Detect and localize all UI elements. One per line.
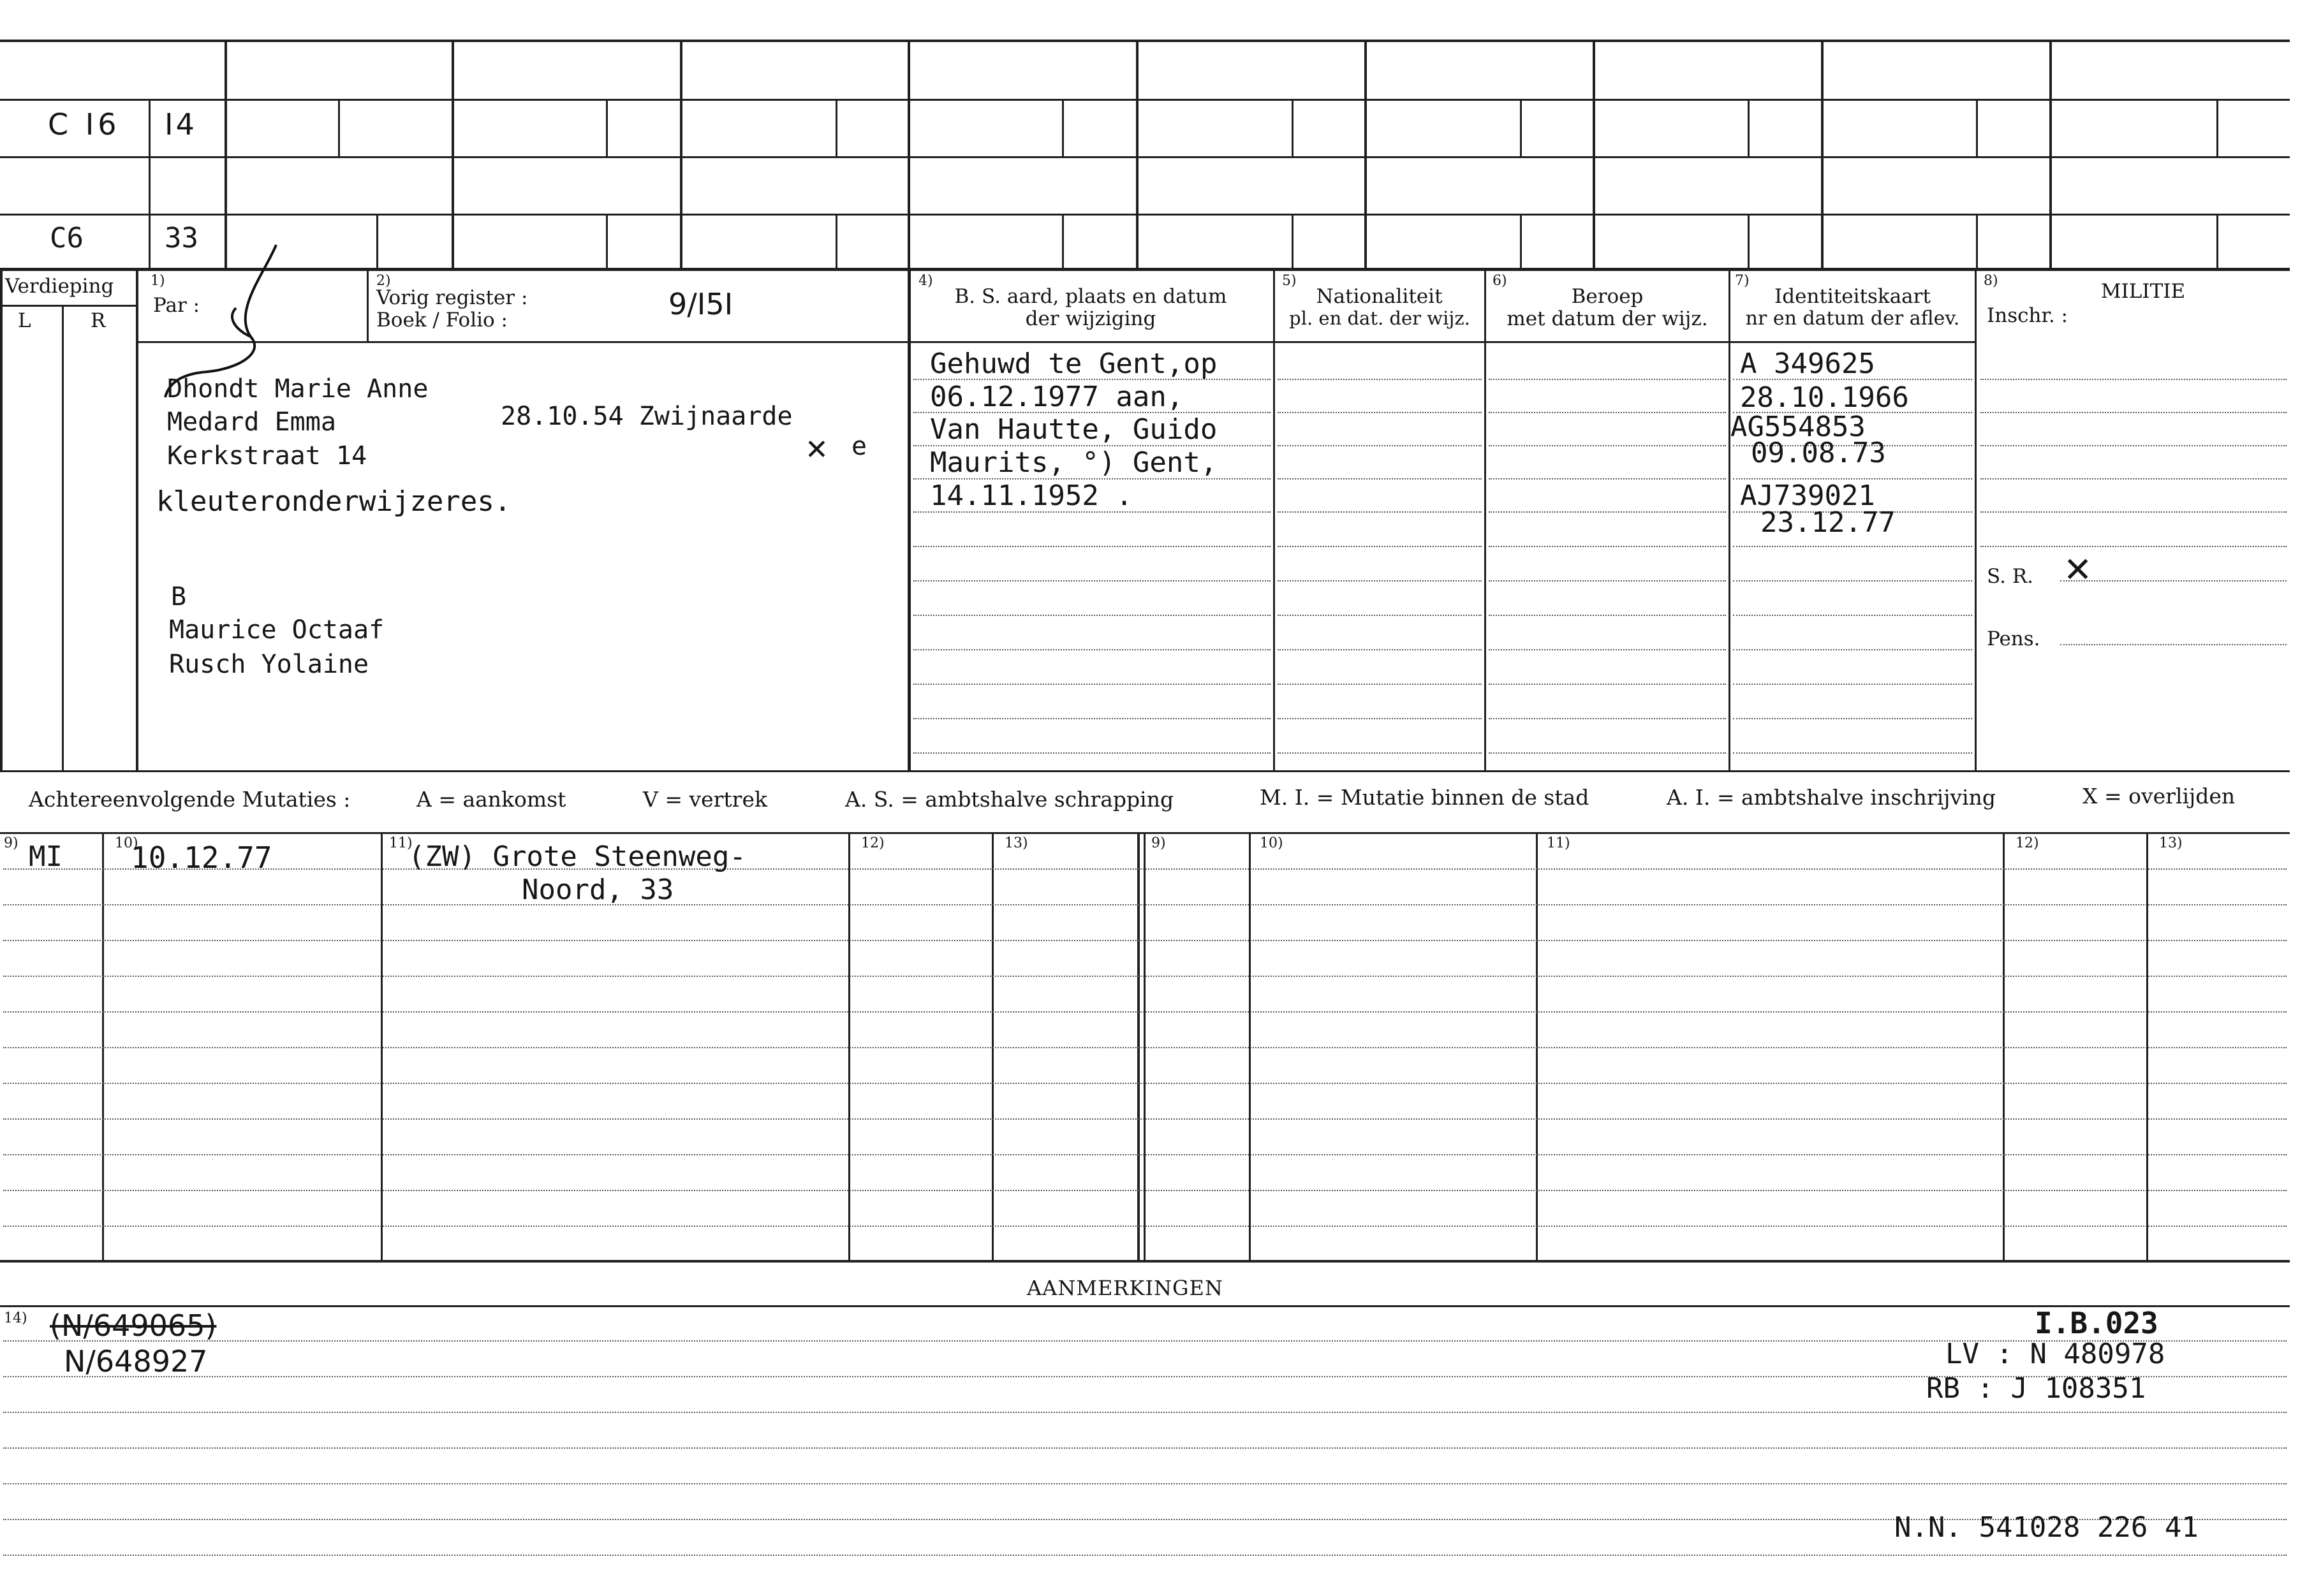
civil-change-line5: 14.11.1952 . xyxy=(930,480,1133,512)
col2-number: 2) xyxy=(376,273,391,289)
boek-folio-label: Boek / Folio : xyxy=(376,309,508,332)
folio-value: 9/I5I xyxy=(668,287,733,321)
col7-number: 7) xyxy=(1735,273,1750,289)
ib-number: I.B.023 xyxy=(2035,1306,2158,1340)
civil-change-line1: Gehuwd te Gent,op xyxy=(930,348,1218,380)
sub-number: 33 xyxy=(165,222,198,254)
id-card-header-line2: nr en datum der aflev. xyxy=(1745,307,1960,330)
civil-change-line3: Van Hautte, Guido xyxy=(930,413,1218,446)
id-card-date-2: 09.08.73 xyxy=(1751,437,1886,469)
mut-col9b-number: 9) xyxy=(1151,835,1166,851)
col8-number: 8) xyxy=(1984,273,1998,289)
id-card-date-3: 23.12.77 xyxy=(1760,506,1896,539)
mut-col9-number: 9) xyxy=(4,835,18,851)
mutation-type: MI xyxy=(29,840,63,873)
old-national-number: (N/649065) xyxy=(50,1308,217,1343)
sr-label: S. R. xyxy=(1987,565,2034,588)
civil-change-line4: Maurits, °) Gent, xyxy=(930,446,1218,479)
nationality-header-line2: pl. en dat. der wijz. xyxy=(1289,307,1470,329)
inschr-label: Inschr. : xyxy=(1987,304,2068,327)
sub-code: C6 xyxy=(50,222,84,254)
mut-col12-number: 12) xyxy=(861,835,885,851)
militie-header: MILITIE xyxy=(2100,280,2186,303)
sr-mark: ✕ xyxy=(2063,550,2093,590)
id-card-number-2: AG554853 xyxy=(1730,411,1866,443)
legend-overlijden: X = overlijden xyxy=(2082,784,2236,809)
col5-number: 5) xyxy=(1282,273,1297,289)
id-card-number-1: A 349625 xyxy=(1740,348,1875,380)
civil-change-line2: 06.12.1977 aan, xyxy=(930,381,1184,413)
mut-col12b-number: 12) xyxy=(2016,835,2039,851)
beroep-header-line1: Beroep xyxy=(1571,285,1644,308)
birth-date-place: 28.10.54 Zwijnaarde xyxy=(501,402,793,431)
mutation-address-line2: Noord, 33 xyxy=(522,874,674,906)
id-card-date-1: 28.10.1966 xyxy=(1740,381,1909,414)
mut-col11b-number: 11) xyxy=(1547,835,1570,851)
nationality-header-line1: Nationaliteit xyxy=(1316,285,1443,308)
person-name-line1: Dhondt Marie Anne xyxy=(167,374,429,404)
col4-number: 4) xyxy=(918,273,933,289)
person-name-line2: Medard Emma xyxy=(167,407,336,437)
lv-number: LV : N 480978 xyxy=(1945,1338,2165,1370)
floor-right-header: R xyxy=(91,309,106,332)
mut-col10-number: 10) xyxy=(115,835,138,851)
vorig-register-label: Vorig register : xyxy=(376,286,528,309)
legend-ambtshalve-inschrijving: A. I. = ambtshalve inschrijving xyxy=(1667,785,1996,810)
col6-number: 6) xyxy=(1493,273,1507,289)
remarks-number: 14) xyxy=(4,1310,27,1326)
mut-col10b-number: 10) xyxy=(1260,835,1283,851)
pens-label: Pens. xyxy=(1987,627,2040,650)
sex-value: e xyxy=(851,432,867,461)
block-number: I4 xyxy=(165,107,197,142)
new-national-number: N/648927 xyxy=(64,1344,208,1379)
address-line: Kerkstraat 14 xyxy=(167,441,367,471)
rb-number: RB : J 108351 xyxy=(1926,1372,2146,1405)
floor-left-header: L xyxy=(18,309,31,332)
bs-header-line2: der wijziging xyxy=(1025,307,1156,330)
legend-departure: V = vertrek xyxy=(643,787,767,812)
verdieping-header: Verdieping xyxy=(5,275,114,298)
col1-number: 1) xyxy=(151,273,165,289)
mut-col13-number: 13) xyxy=(1005,835,1028,851)
nn-number: N.N. 541028 226 41 xyxy=(1894,1511,2199,1544)
block-code: C I6 xyxy=(48,107,121,142)
remarks-title: AANMERKINGEN xyxy=(1027,1276,1223,1300)
bs-header-line1: B. S. aard, plaats en datum xyxy=(954,285,1227,308)
legend-mutatie-binnen: M. I. = Mutatie binnen de stad xyxy=(1260,785,1589,810)
mut-col11-number: 11) xyxy=(389,835,413,851)
legend-arrival: A = aankomst xyxy=(416,787,566,812)
mutations-legend-title: Achtereenvolgende Mutaties : xyxy=(29,787,351,812)
id-card-number-3: AJ739021 xyxy=(1740,480,1875,512)
mut-col13b-number: 13) xyxy=(2159,835,2183,851)
beroep-header-line2: met datum der wijz. xyxy=(1507,307,1708,330)
sex-mark: ✕ xyxy=(805,434,829,466)
parent2-name: Rusch Yolaine xyxy=(169,650,369,679)
remarks-separator xyxy=(0,1305,2290,1307)
mutation-date: 10.12.77 xyxy=(131,840,272,875)
profession: kleuteronderwijzeres. xyxy=(156,485,512,518)
parent1-name: Maurice Octaaf xyxy=(169,615,385,645)
mutation-address-line1: (ZW) Grote Steenweg- xyxy=(408,840,746,873)
par-label: Par : xyxy=(153,294,200,317)
legend-ambtshalve-schrapping: A. S. = ambtshalve schrapping xyxy=(845,787,1174,812)
id-card-header-line1: Identiteitskaart xyxy=(1774,285,1931,308)
parents-label: B xyxy=(171,582,187,611)
